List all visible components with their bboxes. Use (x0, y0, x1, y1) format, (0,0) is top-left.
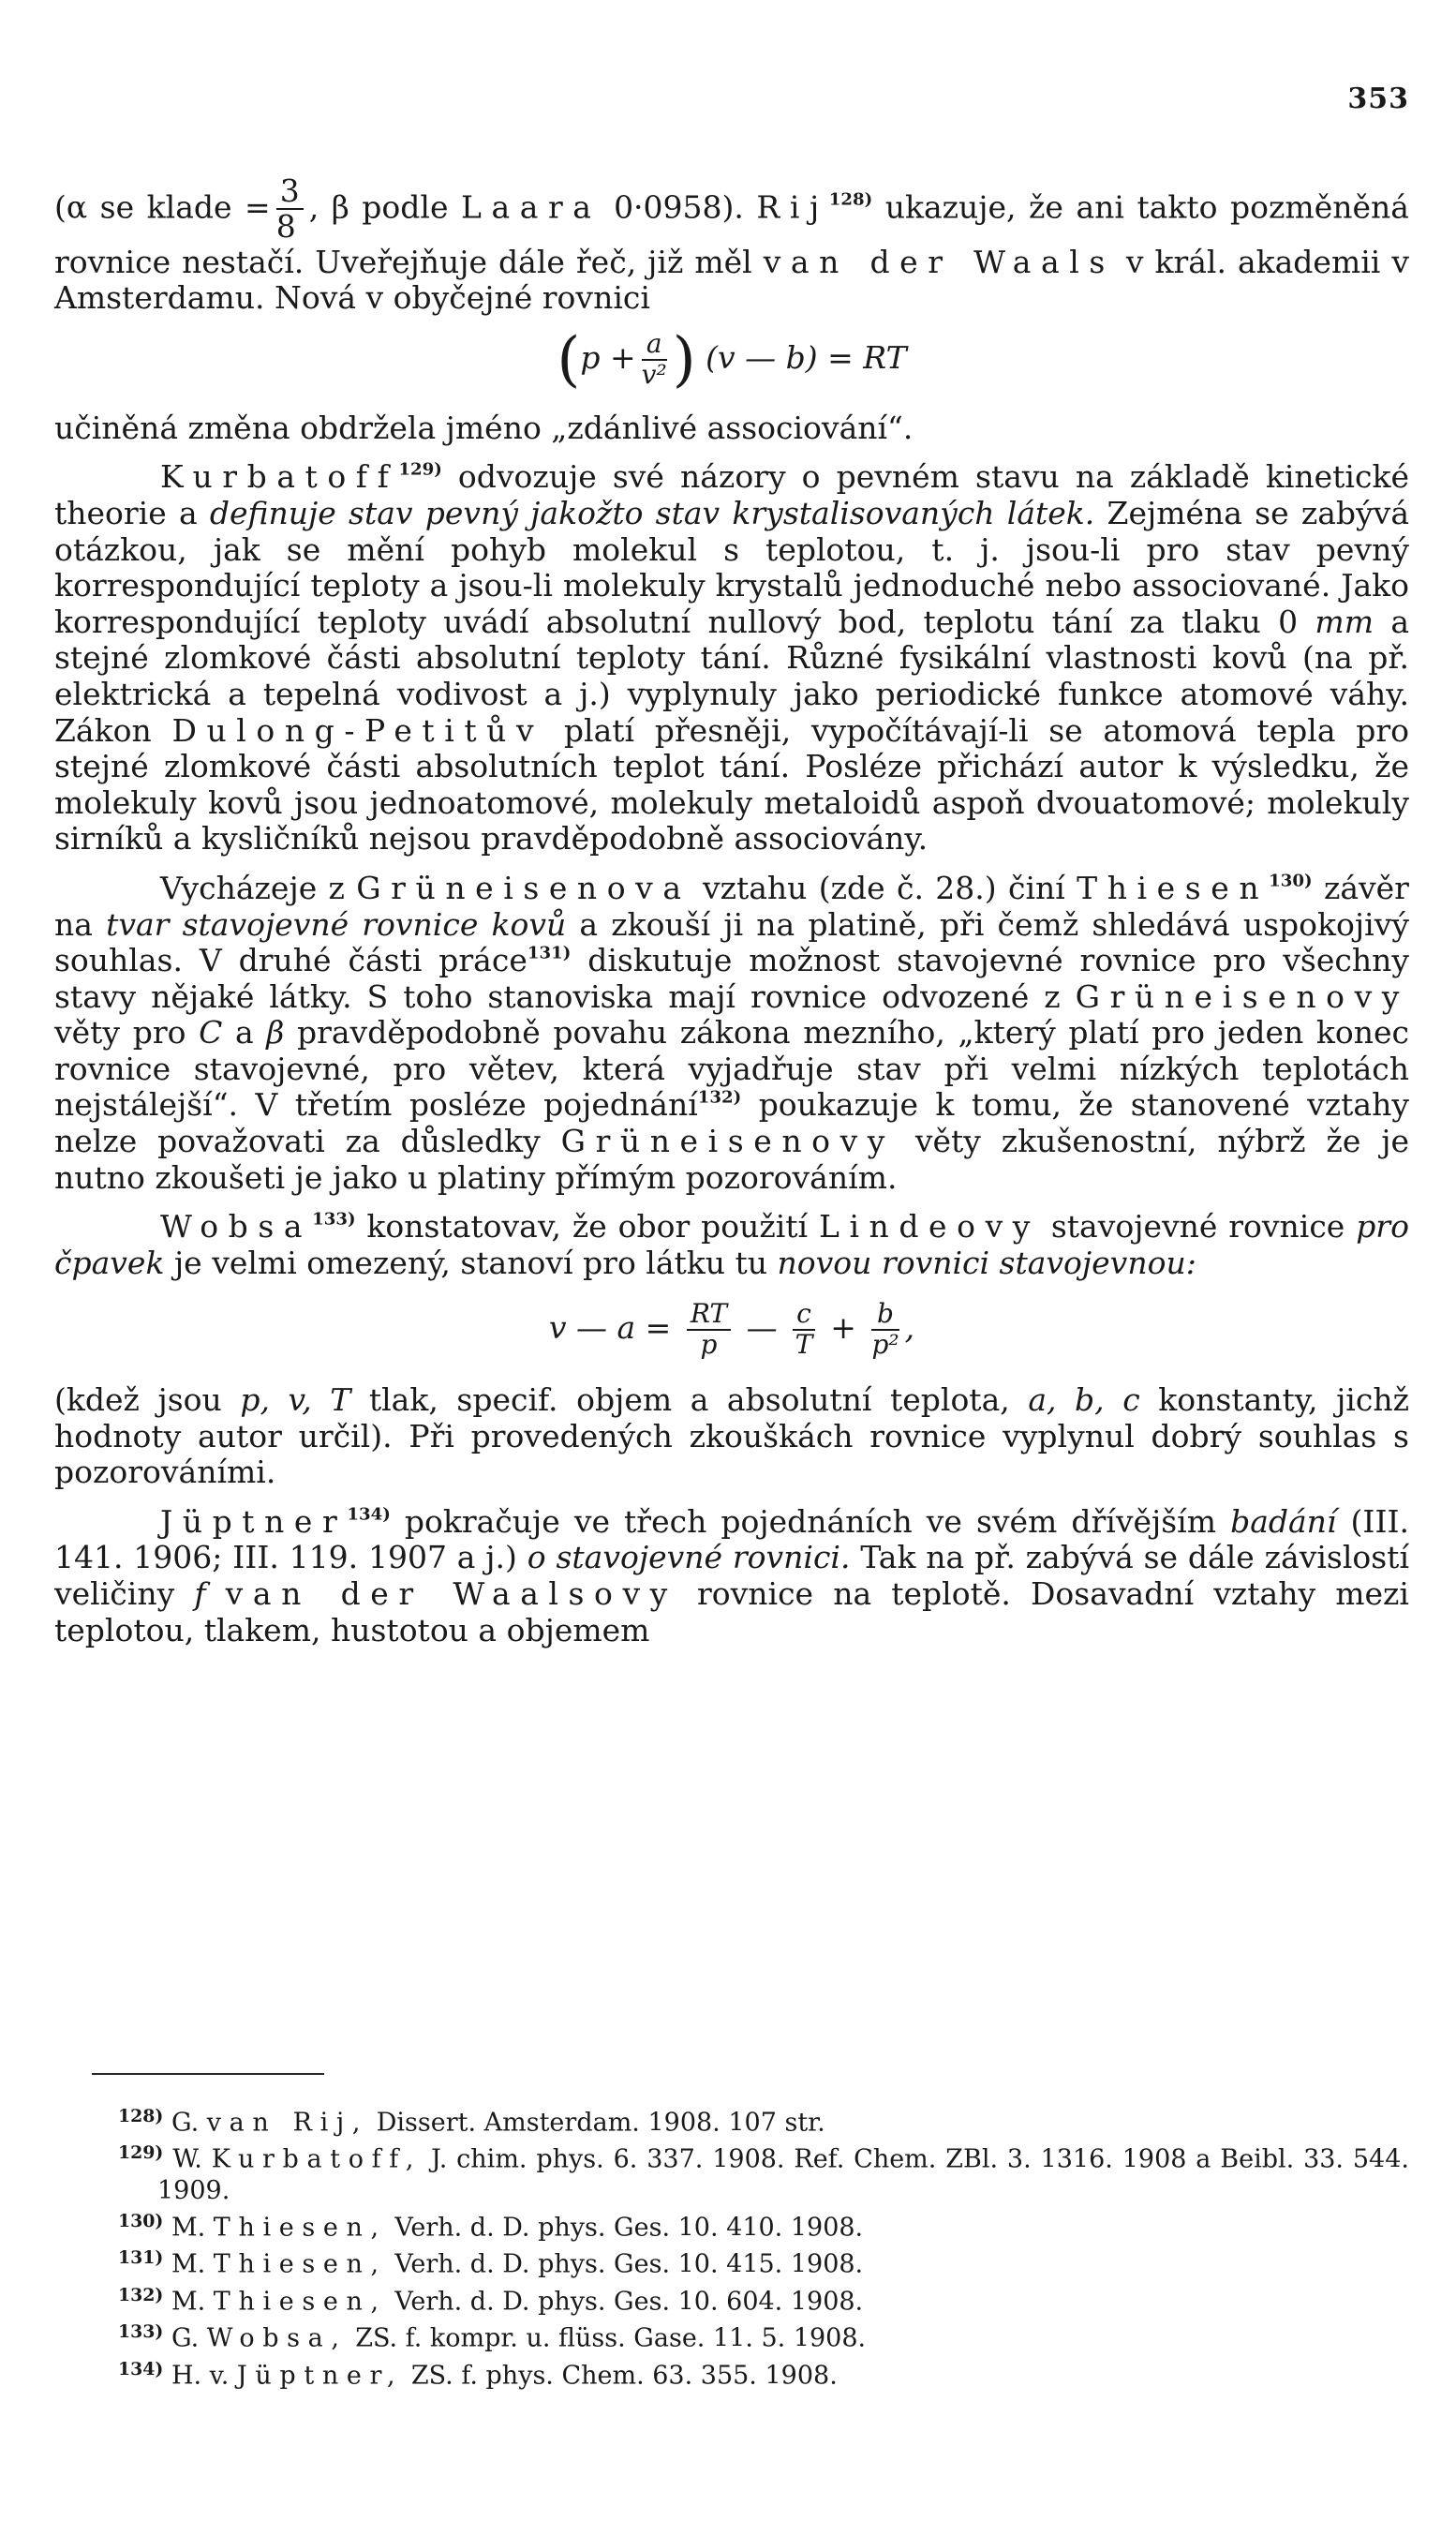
footnote-133 (54, 2317, 1409, 2353)
text-span: ukazuje, že ani takto pozměněná rovnice nestačí. Uveřejňuje dále řeč, již měl (54, 188, 1409, 280)
body-text (54, 174, 1409, 1648)
italic-span: novou rovnici stavojevnou: (777, 1244, 1196, 1281)
text-span: v král. akademii v Amsterdamu. Nová v obyčejné rovnici (54, 243, 1409, 317)
footnote-130 (54, 2206, 1409, 2243)
symbol-c: C (199, 1014, 223, 1052)
text-span: G. (171, 2323, 200, 2353)
text-span: věty zkušenostní, nýbrž že je nutno zkoušeti je jako u platiny přímým pozorováním. (54, 1123, 1409, 1196)
fraction-denominator: p (700, 1329, 718, 1361)
text-span: H. v. (171, 2361, 230, 2391)
footnote-ref-128[interactable]: 128) (828, 189, 873, 210)
paren-close: ) (672, 324, 696, 395)
author-name-grueneisen: Grüneisenova (356, 869, 691, 906)
paragraph-wobsa (54, 1209, 1409, 1281)
footnote-ref-130[interactable]: 130) (1269, 871, 1313, 891)
text-span: odvozuje své názory o pevném stavu na základě kinetické theorie a (54, 458, 1409, 531)
fraction-denominator: T (795, 1329, 813, 1361)
italic-span: pro čpavek (54, 1208, 1409, 1281)
footnote-divider (92, 2073, 324, 2075)
eq-operator: + (830, 1309, 856, 1347)
fraction-numerator: a (642, 330, 667, 361)
footnote-author: van Rij, (206, 2108, 369, 2138)
text-span: pravděpodobně povahu zákona mezního, „který platí pro jeden konec rovnice stavojevné, pro větev, která vyjadřuje stav při velmi nízkých teplotách nejstálejší“. V třetím posléze pojednání (54, 1014, 1409, 1124)
author-name-laar: Laara (461, 188, 602, 226)
fraction-numerator: c (793, 1300, 815, 1331)
italic-span: tvar stavojevné rovnice kovů (106, 905, 567, 943)
text-span: závěr na (54, 869, 1409, 943)
footnote-source: Verh. d. D. phys. Ges. 10. 410. 1908. (394, 2213, 864, 2243)
footnote-129 (54, 2138, 1409, 2205)
footnote-mark: 132) (118, 2284, 164, 2305)
symbol-beta: β (266, 1014, 285, 1052)
text-span: Zejména se zabývá otázkou, jak se mění pohyb molekul s teplotou, t. j. jsou-li pro stav pevný korrespondující teploty a jsou-li molekuly krystalů jednoduché nebo associované. Jako korrespondující teploty uvádí absolutní nullový bod, teplotu tání za tlaku 0 (54, 494, 1409, 640)
text-span: vztahu (zde č. 28.) činí (702, 869, 1065, 906)
eq-operator: + (610, 338, 636, 376)
footnote-131 (54, 2243, 1409, 2279)
text-span: konstatovav, že obor použití (366, 1208, 809, 1246)
eq-operator: — (746, 1309, 778, 1347)
eq-variable: p (580, 338, 601, 376)
author-name-juptner: Jüptner (160, 1502, 348, 1540)
footnote-mark: 130) (118, 2210, 164, 2231)
symbol-f: f (194, 1575, 206, 1612)
footnote-ref-134[interactable]: 134) (347, 1504, 391, 1525)
paragraph-juptner (54, 1504, 1409, 1648)
text-span: věty pro (54, 1014, 186, 1052)
eq-rest: (v — b) = RT (706, 338, 907, 376)
text-span: Tak na př. zabývá se dále závislostí veličiny (54, 1539, 1409, 1612)
fraction-3-8 (276, 174, 304, 245)
text-span: M. (171, 2287, 206, 2317)
fraction-denominator: 8 (275, 208, 296, 246)
author-name-grueneisen: Grüneisenovy (560, 1123, 895, 1160)
text-span: a zkouší ji na platině, při čemž shledává uspokojivý souhlas. V druhé části práce (54, 905, 1409, 979)
eq-fraction (871, 1300, 899, 1360)
text-span: rovnice na teplotě. Dosavadní vztahy mezi teplotou, tlakem, hustotou a objemem (54, 1575, 1409, 1648)
footnote-source: Verh. d. D. phys. Ges. 10. 415. 1908. (394, 2249, 864, 2279)
unit-mm: mm (1315, 603, 1374, 640)
book-page (54, 0, 1409, 2521)
footnote-mark: 129) (118, 2142, 164, 2164)
text-span: tlak, specif. objem a absolutní teplota, (368, 1381, 1010, 1419)
author-name-grueneisen: Grüneisenovy (1075, 977, 1409, 1015)
eq-fraction (687, 1300, 731, 1360)
fraction-numerator: 3 (276, 174, 304, 210)
footnote-source: ZS. f. kompr. u. flüss. Gase. 11. 5. 1908. (355, 2323, 867, 2353)
footnote-author: Wobsa, (206, 2323, 348, 2353)
footnote-ref-132[interactable]: 132) (697, 1087, 742, 1108)
text-span: (α se klade = (54, 188, 271, 226)
variables: p, v, T (240, 1381, 351, 1419)
footnote-mark: 128) (118, 2106, 164, 2126)
paragraph-2: učiněná změna obdržela jméno „zdánlivé associování“. (54, 409, 914, 446)
footnotes (54, 2101, 1409, 2391)
footnote-author: Thiesen, (213, 2249, 387, 2279)
text-span: a stejné zlomkové části absolutní teploty tání. Různé fysikální vlastnosti kovů (na př. elektrická a tepelná vodivost a j.) vyplynuly jako periodické funkce atomové váhy. Zákon (54, 603, 1409, 749)
law-name-dulong-petit: Dulong-Petitův (171, 711, 544, 749)
footnote-ref-129[interactable]: 129) (398, 459, 442, 480)
paragraph-1 (54, 174, 1409, 317)
text-span: G. (171, 2108, 200, 2138)
italic-span: badání (1230, 1502, 1337, 1540)
footnote-author: Kurbatoff, (211, 2144, 423, 2174)
fraction-numerator: b (871, 1300, 899, 1331)
page-number: 353 (1347, 82, 1409, 115)
fraction-numerator: RT (687, 1300, 731, 1331)
author-name-thiesen: Thiesen (1077, 869, 1270, 906)
eq-fraction (641, 327, 667, 390)
footnote-mark: 134) (118, 2358, 164, 2379)
equation-van-der-waals (54, 324, 1409, 395)
footnote-author: Thiesen, (213, 2287, 387, 2317)
footnote-ref-131[interactable]: 131) (527, 943, 572, 963)
author-name-wobsa: Wobsa (160, 1208, 313, 1246)
text-span: 0·0958). (614, 188, 744, 226)
paragraph-kdez (54, 1382, 1409, 1491)
author-name-kurbatoff: Kurbatoff (160, 458, 399, 496)
equation-wobsa (54, 1300, 1409, 1360)
footnote-source: Verh. d. D. phys. Ges. 10. 604. 1908. (394, 2287, 864, 2317)
footnote-source: ZS. f. phys. Chem. 63. 355. 1908. (410, 2361, 838, 2391)
italic-span: o stavojevné rovnici. (527, 1539, 851, 1576)
text-span: diskutuje možnost stavojevné rovnice pro všechny stavy nějaké látky. S toho stanoviska mají rovnice odvozené z (54, 942, 1409, 1015)
author-name-linde: Lindeovy (818, 1208, 1040, 1246)
text-span: konstanty, jichž hodnoty autor určil). Při provedených zkouškách rovnice vyplynul dobrý souhlas s pozorováními. (54, 1381, 1409, 1491)
footnote-128 (54, 2101, 1409, 2138)
paren-open: ( (557, 324, 581, 395)
footnote-source: Dissert. Amsterdam. 1908. 107 str. (376, 2108, 825, 2138)
paragraph-thiesen (54, 871, 1409, 1196)
footnote-ref-133[interactable]: 133) (312, 1209, 356, 1230)
footnote-132 (54, 2280, 1409, 2317)
footnote-author: Thiesen, (213, 2213, 387, 2243)
author-name-van-der-waals: van der Waals (763, 243, 1115, 280)
text-span: stavojevné rovnice (1050, 1208, 1345, 1246)
text-span: Vycházeje z (160, 869, 345, 906)
text-span: (III. 141. 1906; III. 119. 1907 a j.) (54, 1502, 1410, 1576)
paragraph-kurbatoff (54, 459, 1409, 858)
text-span: W. (172, 2144, 202, 2174)
footnote-mark: 131) (118, 2247, 164, 2269)
text-span: je velmi omezený, stanoví pro látku tu (173, 1244, 768, 1281)
text-span: pokračuje ve třech pojednáních ve svém dřívějším (404, 1502, 1217, 1540)
footnote-mark: 133) (118, 2321, 164, 2343)
footnote-author: Jüptner, (236, 2361, 404, 2391)
text-span: a (234, 1014, 254, 1052)
fraction-denominator: p² (871, 1329, 899, 1361)
author-name-van-der-waals: van der Waalsovy (225, 1575, 677, 1612)
eq-punct: , (904, 1309, 915, 1347)
footnote-134 (54, 2354, 1409, 2391)
author-name-rij: Rij (756, 188, 829, 226)
text-span: (kdež jsou (54, 1381, 222, 1419)
text-span: M. (171, 2213, 206, 2243)
fraction-denominator: v² (641, 358, 667, 390)
variables: a, b, c (1028, 1381, 1140, 1419)
eq-lhs: v — a = (548, 1309, 672, 1347)
text-span: , β podle (308, 188, 449, 226)
text-span: poukazuje k tomu, že stanovené vztahy nelze považovati za důsledky (54, 1086, 1410, 1160)
text-span: platí přesněji, vypočítávají-li se atomová tepla pro stejné zlomkové části absolutních teplot tání. Posléze přichází autor k výsledku, že molekuly kovů jsou jednoatomové, molekuly metaloidů aspoň dvouatomové; molekuly sirníků a kysličníků nejsou pravděpodobně associovány. (54, 711, 1410, 858)
eq-fraction (793, 1300, 815, 1360)
italic-span: definuje stav pevný jakožto stav krystalisovaných látek. (209, 494, 1095, 531)
text-span: M. (171, 2249, 206, 2279)
footnote-source: J. chim. phys. 6. 337. 1908. Ref. Chem. ZBl. 3. 1316. 1908 a Beibl. 33. 544. 1909. (157, 2144, 1409, 2205)
